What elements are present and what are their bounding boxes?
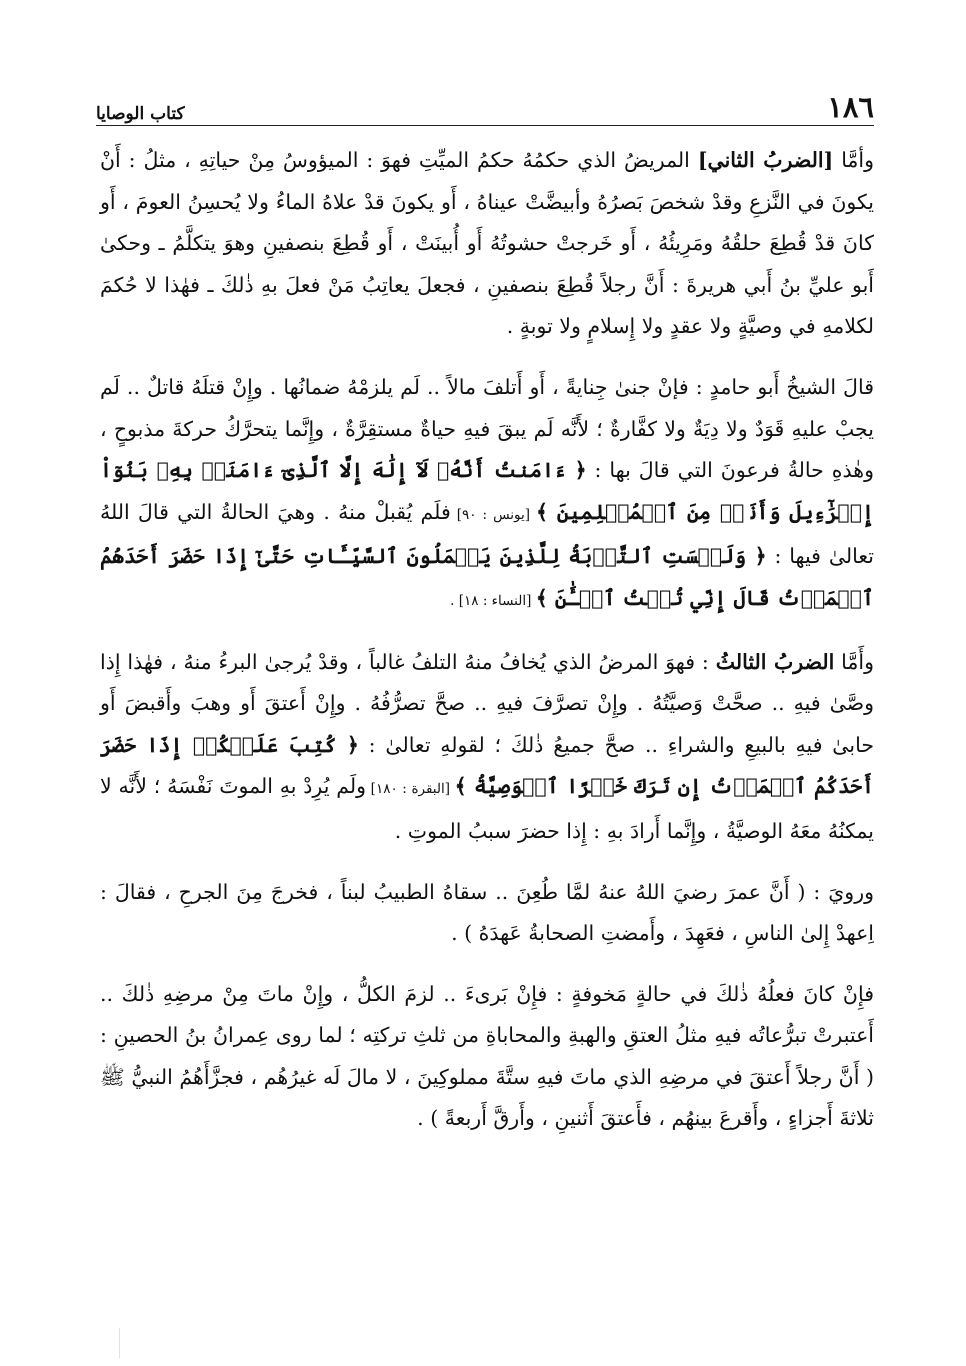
paragraph-text: المريضُ الذي حكمُهُ حكمُ الميِّتِ فهوَ : الميؤوسُ مِنْ حياتِهِ ، مثلُ : أَنْ يكونَ في النَّزعِ وقدْ شخصَ بَصرُهُ وأبيضَّتْ عيناهُ ، أَو يكونَ قدْ علاهُ الماءُ ولا يُحسِنُ العومَ ، أَو كانَ قدْ قُطِعَ حلقُهُ ومَرِيئُهُ ، أَو خَرجتْ حشوتُهُ أَو أُبينَتْ ، أَو قُطِعَ بنصفينِ وهوَ يتكلَّمُ ـ وحكىٰ أَبو عليِّ بنُ أَبي هريرةَ : أَنَّ رجلاً قُطِعَ بنصفينِ ، فجعلَ يعاتِبُ مَنْ فعلَ بهِ ذٰلكَ ـ فهٰذا لا حُكمَ لكلامهِ في وصيَّةٍ ولا عقدٍ ولا إِسلامٍ ولا توبةٍ . <box>100 148 874 339</box>
paragraph-frightening-state <box>100 974 874 1140</box>
paragraph-text: : فهوَ المرضُ الذي يُخافُ منهُ التلفُ غالباً ، وقدْ يُرجىٰ البرءُ منهُ ، فهٰذا إِذا وصَّىٰ فيهِ .. صحَّتْ وَصيَّتُهُ . وإِنْ تصرَّفَ فيهِ .. صحَّ تصرُّفُهُ . وإِنْ أَعتقَ أَو وهبَ وأَقبضَ أَو حابىٰ فيهِ بالبيعِ والشراءِ .. صحَّ جميعُ ذٰلكَ ؛ لقولهِ تعالىٰ : <box>100 649 875 757</box>
verse-reference: [يونس : ٩٠] <box>450 506 537 523</box>
section-heading: [الضربُ الثاني] <box>697 148 834 172</box>
page-number: ١٨٦ <box>827 90 874 124</box>
quran-verse: ﴿ ءَامَنتُ أَنَّهُۥ لَآ إِلَٰهَ إِلَّا ٱلَّذِىٓ ءَامَنَتۡ بِهِۦ بَنُوٓاْ إِسۡرَٰٓءِيلَ وَأَنَا۠ مِنَ ٱلۡمُسۡلِمِينَ ﴾ <box>100 458 875 524</box>
paragraph-text: فلَم يُقبلْ منهُ . وهيَ الحالةُ التي قالَ اللهُ تعالىٰ فيها : <box>100 499 874 569</box>
body-text <box>100 140 874 1140</box>
verse-reference: [البقرة : ١٨٠] <box>366 781 455 798</box>
quran-verse: ﴿ وَلَيۡسَتِ ٱلتَّوۡبَةُ لِلَّذِينَ يَعۡمَلُونَ ٱلسَّيِّـَٔاتِ حَتَّىٰٓ إِذَا حَضَرَ أَحَدَهُمُ ٱلۡمَوۡتُ قَالَ إِنِّي تُبۡتُ ٱلۡـَٰٔنَ ﴾ <box>100 544 874 610</box>
paragraph-umar-narration <box>100 872 874 955</box>
paragraph-text: فإِنْ كانَ فعلُهُ ذٰلكَ في حالةٍ مَخوفةٍ : فإِنْ بَرىءَ .. لزمَ الكلُّ ، وإِنْ ماتَ مِنْ مرضِهِ ذٰلكَ .. أَعتبرتْ تبرُّعاتُه فيهِ مثلُ العتقِ والهبةِ والمحاباةِ من ثلثِ تركتِه ؛ لما روى عِمرانُ بنُ الحصينِ : ( أَنَّ رجلاً أَعتقَ في مرضِهِ الذي ماتَ فيهِ ستَّةَ مملوكِينَ ، لا مالَ لَه غيرُهُم ، فجزَّأَهُمُ النبيُّ ﷺ ثلاثةَ أَجزاءٍ ، وأَقرعَ بينهُم ، فأَعتقَ أَثنينِ ، وأَرقَّ أَربعةً ) . <box>100 981 874 1131</box>
verse-reference: [النساء : ١٨] . <box>450 592 536 609</box>
paragraph-text: ولَم يُرِدْ بهِ الموتَ نَفْسَهُ ؛ لأَنَّه لا يمكنُهُ معَهُ الوصيَّةُ ، وإِنَّما أَرادَ بهِ : إِذا حضرَ سببُ الموتِ . <box>100 774 874 843</box>
header-rule <box>96 125 874 126</box>
paragraph-text: وأمَّا <box>833 148 875 172</box>
paragraph-abu-hamid <box>100 367 874 623</box>
book-title: كتاب الوصايا <box>96 104 185 124</box>
paragraph-second-type <box>100 140 874 348</box>
paragraph-text: وأَمَّا <box>834 649 874 674</box>
page-header <box>96 84 874 124</box>
paragraph-text: قالَ الشيخُ أَبو حامدٍ : فإنْ جنىٰ جِنايةً ، أَو أَتلفَ مالاً .. لَم يلزمْهُ ضمانُها . وإِنْ قتلَهُ قاتلٌ .. لَم يجبْ عليهِ قَوَدٌ ولا دِيَةٌ ولا كفَّارةٌ ؛ لأَنَّه لَم يبقَ فيهِ حياةٌ مستقِرَّةٌ ، وإِنَّما يتحرَّكُ حركةَ مذبوحٍ ، وهٰذهِ حالةُ فرعونَ التي قالَ بها : <box>100 374 874 483</box>
quran-verse: ﴿ كُتِبَ عَلَيۡكُمۡ إِذَا حَضَرَ أَحَدَكُمُ ٱلۡمَوۡتُ إِن تَرَكَ خَيۡرًا ٱلۡوَصِيَّةُ ﴾ <box>100 732 874 799</box>
margin-mark <box>119 1328 120 1358</box>
paragraph-third-type <box>100 642 874 853</box>
section-heading: الضربُ الثالثُ <box>715 649 835 674</box>
paragraph-text: ورويَ : ( أَنَّ عمرَ رضيَ اللهُ عنهُ لمَّا طُعِنَ .. سقاهُ الطبيبُ لبناً ، فخرجَ مِنَ الجرحِ ، فقالَ : اِعهدْ إِلىٰ الناسِ ، فعَهِدَ ، وأَمضتِ الصحابةُ عَهدَهُ ) . <box>100 879 874 946</box>
